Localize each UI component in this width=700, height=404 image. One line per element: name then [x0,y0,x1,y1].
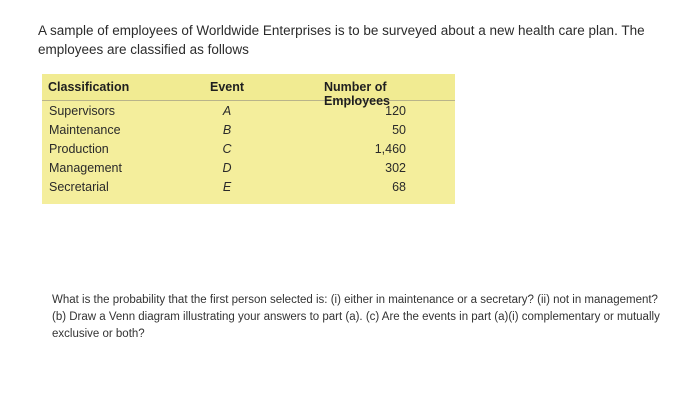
table-row [42,121,455,140]
problem-intro-text: A sample of employees of Worldwide Enterprises is to be surveyed about a new health care plan. The employees are classified as follows [38,23,645,57]
table-row [42,140,455,159]
cell-number: 1,460 [374,142,406,156]
cell-event: A [222,104,232,118]
header-event: Event [210,80,245,94]
table-header-row [42,74,455,108]
cell-classification: Secretarial [49,180,109,194]
question-text: What is the probability that the first person selected is: (i) either in maintenance or a secretary? (ii) not in management? (b) Draw a Venn diagram illustrating your answers to part (a). (c) Are the events in part (a)(i) complementary or mutually exclusive or both? [52,294,660,340]
cell-event: C [222,142,232,156]
cell-classification: Production [49,142,109,156]
cell-number: 68 [392,180,406,194]
cell-event: D [222,161,232,175]
table-row [42,178,455,197]
cell-number: 50 [392,123,406,137]
cell-number: 120 [385,104,406,118]
cell-classification: Management [49,161,122,175]
table-row [42,102,455,121]
table-row [42,159,455,178]
cell-event: E [222,180,232,194]
cell-number: 302 [385,161,406,175]
cell-classification: Maintenance [49,123,121,137]
cell-classification: Supervisors [49,104,115,118]
cell-event: B [222,123,232,137]
header-classification: Classification [48,80,130,94]
employee-classification-table [42,74,455,204]
header-number-of-employees: Number of Employees [324,80,391,108]
table-body [42,102,455,204]
